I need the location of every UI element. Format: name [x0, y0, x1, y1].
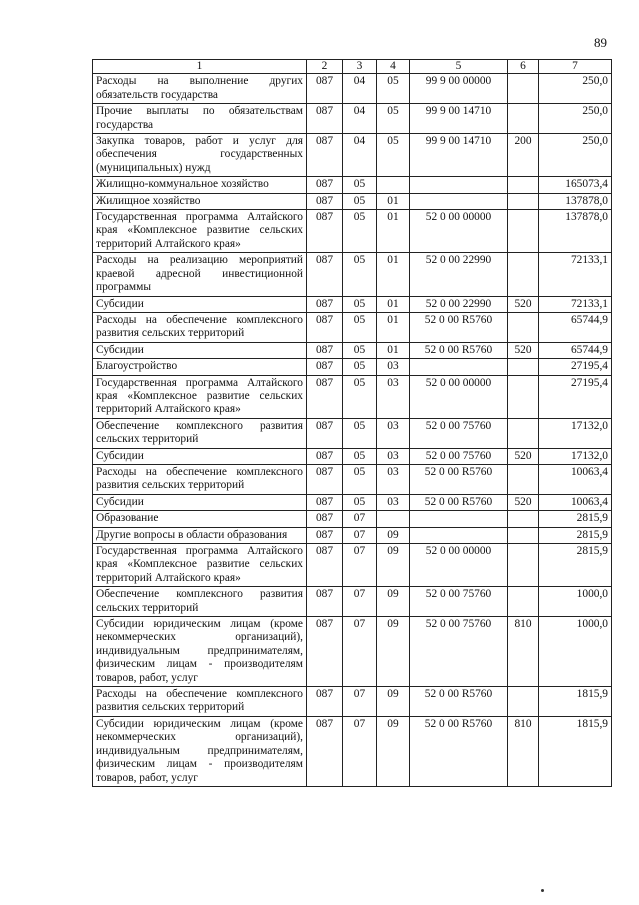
- table-row: [93, 527, 612, 543]
- ministry-code-cell: 087: [307, 375, 343, 418]
- target-article-code-cell: 52 0 00 75760: [410, 418, 508, 448]
- amount-cell: 17132,0: [539, 448, 612, 464]
- subsection-code-cell: 01: [377, 210, 410, 253]
- subsection-code-cell: 01: [377, 296, 410, 312]
- row-name-cell: Образование: [93, 511, 307, 527]
- amount-cell: 250,0: [539, 74, 612, 104]
- subsection-code-cell: 01: [377, 193, 410, 209]
- section-code-cell: 05: [343, 375, 377, 418]
- table-row: [93, 296, 612, 312]
- row-name-cell: Государственная программа Алтайского края «Комплексное развитие сельских территорий Алтайского края»: [93, 375, 307, 418]
- row-name-cell: Расходы на реализацию мероприятий краевой адресной инвестиционной программы: [93, 253, 307, 296]
- page-number: 89: [594, 35, 607, 50]
- ministry-code-cell: 087: [307, 418, 343, 448]
- expense-type-code-cell: [508, 359, 539, 375]
- table-row: [93, 617, 612, 687]
- subsection-code-cell: 05: [377, 134, 410, 177]
- subsection-code-cell: 09: [377, 716, 410, 786]
- table-row: [93, 210, 612, 253]
- amount-cell: 2815,9: [539, 527, 612, 543]
- column-header: 3: [343, 60, 377, 74]
- table-body: [93, 74, 612, 787]
- target-article-code-cell: 99 9 00 14710: [410, 104, 508, 134]
- target-article-code-cell: 52 0 00 22990: [410, 296, 508, 312]
- row-name-cell: Благоустройство: [93, 359, 307, 375]
- expense-type-code-cell: [508, 104, 539, 134]
- section-code-cell: 05: [343, 177, 377, 193]
- table-header-row: [93, 60, 612, 74]
- section-code-cell: 07: [343, 544, 377, 587]
- table-row: [93, 716, 612, 786]
- table-row: [93, 359, 612, 375]
- column-header: 5: [410, 60, 508, 74]
- row-name-cell: Другие вопросы в области образования: [93, 527, 307, 543]
- table-row: [93, 193, 612, 209]
- table-row: [93, 687, 612, 717]
- section-code-cell: 05: [343, 342, 377, 358]
- amount-cell: 137878,0: [539, 210, 612, 253]
- table-row: [93, 511, 612, 527]
- table-row: [93, 177, 612, 193]
- column-header: 6: [508, 60, 539, 74]
- amount-cell: 1815,9: [539, 687, 612, 717]
- ministry-code-cell: 087: [307, 464, 343, 494]
- table-row: [93, 448, 612, 464]
- target-article-code-cell: 52 0 00 75760: [410, 448, 508, 464]
- ministry-code-cell: 087: [307, 448, 343, 464]
- expense-type-code-cell: [508, 74, 539, 104]
- row-name-cell: Субсидии: [93, 494, 307, 510]
- section-code-cell: 07: [343, 527, 377, 543]
- subsection-code-cell: 05: [377, 104, 410, 134]
- ministry-code-cell: 087: [307, 527, 343, 543]
- subsection-code-cell: 01: [377, 253, 410, 296]
- section-code-cell: 05: [343, 359, 377, 375]
- table-row: [93, 134, 612, 177]
- expense-type-code-cell: [508, 527, 539, 543]
- target-article-code-cell: 52 0 00 R5760: [410, 312, 508, 342]
- amount-cell: 17132,0: [539, 418, 612, 448]
- target-article-code-cell: 52 0 00 R5760: [410, 464, 508, 494]
- row-name-cell: Расходы на выполнение других обязательств государства: [93, 74, 307, 104]
- target-article-code-cell: 52 0 00 R5760: [410, 687, 508, 717]
- ministry-code-cell: 087: [307, 104, 343, 134]
- row-name-cell: Субсидии юридическим лицам (кроме некоммерческих организаций), индивидуальным предпринимателям, физическим лицам - производителям товаров, работ, услуг: [93, 617, 307, 687]
- subsection-code-cell: [377, 511, 410, 527]
- expense-type-code-cell: [508, 544, 539, 587]
- amount-cell: 72133,1: [539, 296, 612, 312]
- row-name-cell: Субсидии: [93, 296, 307, 312]
- subsection-code-cell: 03: [377, 448, 410, 464]
- ministry-code-cell: 087: [307, 342, 343, 358]
- table-row: [93, 104, 612, 134]
- subsection-code-cell: 09: [377, 617, 410, 687]
- subsection-code-cell: 01: [377, 312, 410, 342]
- row-name-cell: Жилищно-коммунальное хозяйство: [93, 177, 307, 193]
- target-article-code-cell: [410, 193, 508, 209]
- row-name-cell: Субсидии юридическим лицам (кроме некоммерческих организаций), индивидуальным предпринимателям, физическим лицам - производителям товаров, работ, услуг: [93, 716, 307, 786]
- ministry-code-cell: 087: [307, 210, 343, 253]
- expense-type-code-cell: [508, 464, 539, 494]
- target-article-code-cell: [410, 359, 508, 375]
- section-code-cell: 05: [343, 210, 377, 253]
- amount-cell: 137878,0: [539, 193, 612, 209]
- budget-table: [92, 59, 612, 787]
- amount-cell: 27195,4: [539, 375, 612, 418]
- section-code-cell: 07: [343, 511, 377, 527]
- target-article-code-cell: 52 0 00 75760: [410, 587, 508, 617]
- amount-cell: 250,0: [539, 104, 612, 134]
- ministry-code-cell: 087: [307, 74, 343, 104]
- ministry-code-cell: 087: [307, 511, 343, 527]
- subsection-code-cell: 05: [377, 74, 410, 104]
- section-code-cell: 07: [343, 617, 377, 687]
- row-name-cell: Расходы на обеспечение комплексного развития сельских территорий: [93, 687, 307, 717]
- section-code-cell: 05: [343, 312, 377, 342]
- table-row: [93, 312, 612, 342]
- table-row: [93, 494, 612, 510]
- amount-cell: 250,0: [539, 134, 612, 177]
- expense-type-code-cell: 810: [508, 617, 539, 687]
- section-code-cell: 05: [343, 494, 377, 510]
- section-code-cell: 05: [343, 253, 377, 296]
- target-article-code-cell: [410, 177, 508, 193]
- row-name-cell: Обеспечение комплексного развития сельских территорий: [93, 418, 307, 448]
- subsection-code-cell: 03: [377, 359, 410, 375]
- subsection-code-cell: 03: [377, 464, 410, 494]
- ministry-code-cell: 087: [307, 359, 343, 375]
- table-row: [93, 544, 612, 587]
- row-name-cell: Государственная программа Алтайского края «Комплексное развитие сельских территорий Алтайского края»: [93, 544, 307, 587]
- expense-type-code-cell: [508, 375, 539, 418]
- amount-cell: 1000,0: [539, 617, 612, 687]
- row-name-cell: Субсидии: [93, 448, 307, 464]
- target-article-code-cell: [410, 527, 508, 543]
- target-article-code-cell: 52 0 00 00000: [410, 375, 508, 418]
- amount-cell: 1815,9: [539, 716, 612, 786]
- target-article-code-cell: 52 0 00 75760: [410, 617, 508, 687]
- row-name-cell: Закупка товаров, работ и услуг для обеспечения государственных (муниципальных) нужд: [93, 134, 307, 177]
- amount-cell: 65744,9: [539, 312, 612, 342]
- expense-type-code-cell: [508, 177, 539, 193]
- target-article-code-cell: 52 0 00 R5760: [410, 494, 508, 510]
- subsection-code-cell: 03: [377, 494, 410, 510]
- subsection-code-cell: 09: [377, 587, 410, 617]
- subsection-code-cell: [377, 177, 410, 193]
- target-article-code-cell: 99 9 00 14710: [410, 134, 508, 177]
- expense-type-code-cell: 520: [508, 296, 539, 312]
- table-row: [93, 253, 612, 296]
- subsection-code-cell: 03: [377, 375, 410, 418]
- section-code-cell: 05: [343, 448, 377, 464]
- expense-type-code-cell: [508, 587, 539, 617]
- subsection-code-cell: 09: [377, 544, 410, 587]
- row-name-cell: Жилищное хозяйство: [93, 193, 307, 209]
- subsection-code-cell: 01: [377, 342, 410, 358]
- column-header: 1: [93, 60, 307, 74]
- section-code-cell: 04: [343, 134, 377, 177]
- table-row: [93, 418, 612, 448]
- target-article-code-cell: [410, 511, 508, 527]
- expense-type-code-cell: 200: [508, 134, 539, 177]
- column-header: 7: [539, 60, 612, 74]
- table-row: [93, 587, 612, 617]
- subsection-code-cell: 03: [377, 418, 410, 448]
- table-row: [93, 464, 612, 494]
- ministry-code-cell: 087: [307, 177, 343, 193]
- row-name-cell: Обеспечение комплексного развития сельских территорий: [93, 587, 307, 617]
- section-code-cell: 05: [343, 193, 377, 209]
- amount-cell: 27195,4: [539, 359, 612, 375]
- ministry-code-cell: 087: [307, 544, 343, 587]
- expense-type-code-cell: 520: [508, 494, 539, 510]
- expense-type-code-cell: [508, 193, 539, 209]
- table-row: [93, 74, 612, 104]
- section-code-cell: 07: [343, 587, 377, 617]
- target-article-code-cell: 52 0 00 R5760: [410, 716, 508, 786]
- table-row: [93, 375, 612, 418]
- ministry-code-cell: 087: [307, 312, 343, 342]
- expense-type-code-cell: 810: [508, 716, 539, 786]
- section-code-cell: 04: [343, 104, 377, 134]
- target-article-code-cell: 52 0 00 00000: [410, 544, 508, 587]
- amount-cell: 65744,9: [539, 342, 612, 358]
- row-name-cell: Субсидии: [93, 342, 307, 358]
- target-article-code-cell: 99 9 00 00000: [410, 74, 508, 104]
- ministry-code-cell: 087: [307, 134, 343, 177]
- amount-cell: 2815,9: [539, 511, 612, 527]
- row-name-cell: Государственная программа Алтайского края «Комплексное развитие сельских территорий Алтайского края»: [93, 210, 307, 253]
- amount-cell: 10063,4: [539, 464, 612, 494]
- expense-type-code-cell: [508, 312, 539, 342]
- section-code-cell: 05: [343, 464, 377, 494]
- expense-type-code-cell: [508, 418, 539, 448]
- expense-type-code-cell: [508, 253, 539, 296]
- section-code-cell: 04: [343, 74, 377, 104]
- section-code-cell: 05: [343, 296, 377, 312]
- ministry-code-cell: 087: [307, 494, 343, 510]
- ministry-code-cell: 087: [307, 253, 343, 296]
- expense-type-code-cell: [508, 687, 539, 717]
- stray-mark: [541, 889, 544, 892]
- amount-cell: 1000,0: [539, 587, 612, 617]
- ministry-code-cell: 087: [307, 617, 343, 687]
- subsection-code-cell: 09: [377, 687, 410, 717]
- expense-type-code-cell: [508, 511, 539, 527]
- target-article-code-cell: 52 0 00 R5760: [410, 342, 508, 358]
- column-header: 2: [307, 60, 343, 74]
- amount-cell: 72133,1: [539, 253, 612, 296]
- ministry-code-cell: 087: [307, 296, 343, 312]
- column-header: 4: [377, 60, 410, 74]
- amount-cell: 2815,9: [539, 544, 612, 587]
- expense-type-code-cell: 520: [508, 448, 539, 464]
- expense-type-code-cell: 520: [508, 342, 539, 358]
- target-article-code-cell: 52 0 00 22990: [410, 253, 508, 296]
- table-row: [93, 342, 612, 358]
- subsection-code-cell: 09: [377, 527, 410, 543]
- expense-type-code-cell: [508, 210, 539, 253]
- ministry-code-cell: 087: [307, 687, 343, 717]
- amount-cell: 165073,4: [539, 177, 612, 193]
- amount-cell: 10063,4: [539, 494, 612, 510]
- ministry-code-cell: 087: [307, 193, 343, 209]
- ministry-code-cell: 087: [307, 587, 343, 617]
- target-article-code-cell: 52 0 00 00000: [410, 210, 508, 253]
- section-code-cell: 05: [343, 418, 377, 448]
- row-name-cell: Расходы на обеспечение комплексного развития сельских территорий: [93, 312, 307, 342]
- section-code-cell: 07: [343, 687, 377, 717]
- ministry-code-cell: 087: [307, 716, 343, 786]
- row-name-cell: Расходы на обеспечение комплексного развития сельских территорий: [93, 464, 307, 494]
- section-code-cell: 07: [343, 716, 377, 786]
- row-name-cell: Прочие выплаты по обязательствам государства: [93, 104, 307, 134]
